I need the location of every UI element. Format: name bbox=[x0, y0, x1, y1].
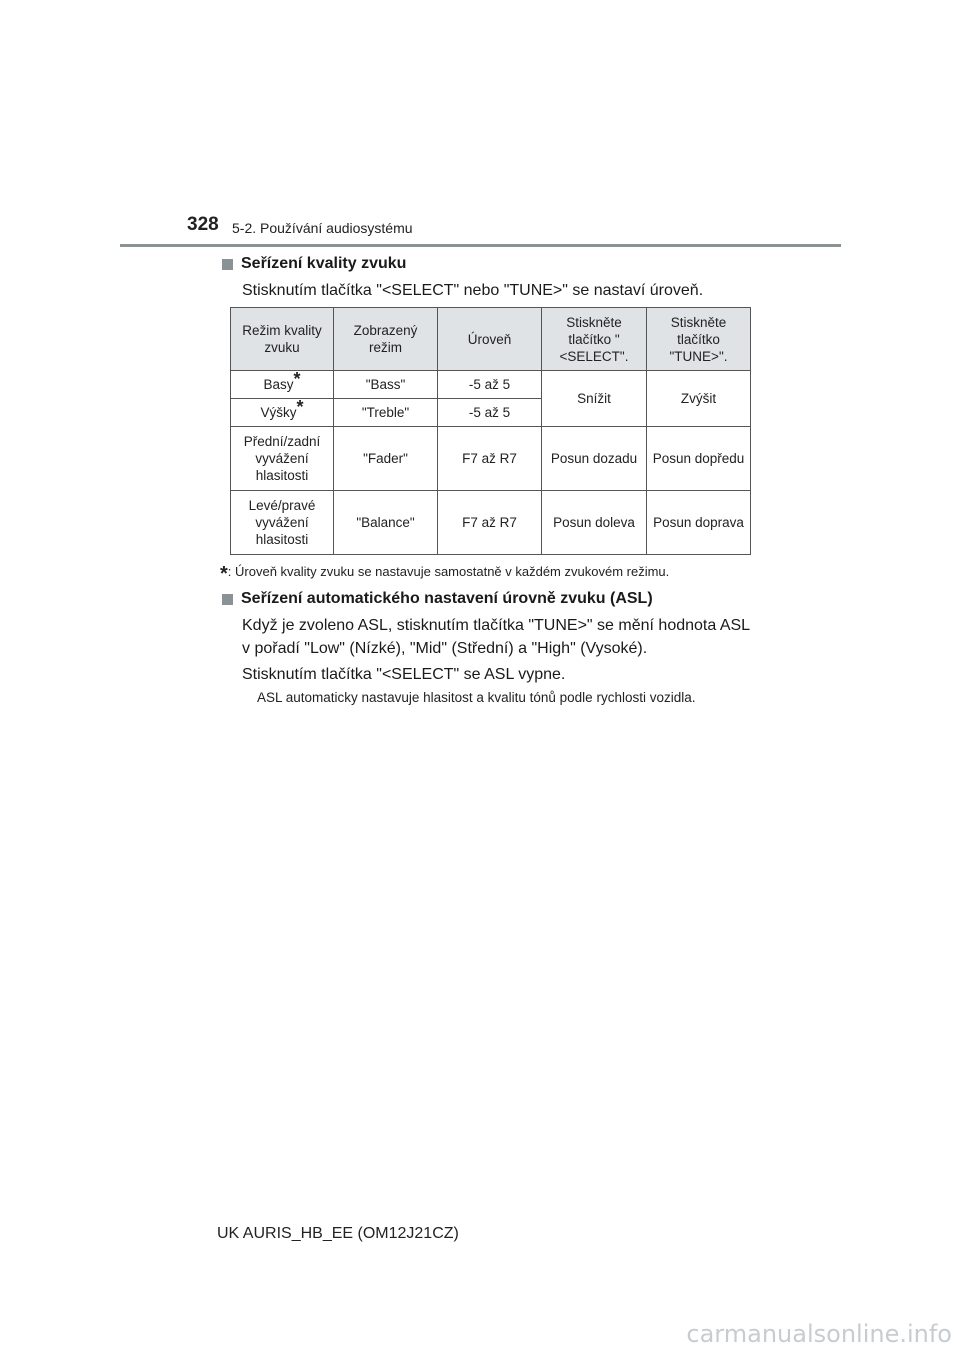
section-label: 5-2. Používání audiosystému bbox=[232, 220, 413, 236]
table-cell-mode: Výšky* bbox=[231, 399, 334, 427]
table-header-cell: Úroveň bbox=[438, 308, 542, 371]
asl-off-instruction: Stisknutím tlačítka "<SELECT" se ASL vypne. bbox=[242, 666, 566, 683]
table-cell-display: "Balance" bbox=[334, 491, 438, 555]
sound-quality-instruction: Stisknutím tlačítka "<SELECT" nebo "TUNE>" se nastaví úroveň. bbox=[242, 282, 704, 299]
table-cell-tune-merged: Zvýšit bbox=[647, 371, 751, 427]
table-cell-display: "Fader" bbox=[334, 427, 438, 491]
table-cell-mode: Basy* bbox=[231, 371, 334, 399]
table-cell-display: "Treble" bbox=[334, 399, 438, 427]
table-cell-level: F7 až R7 bbox=[438, 491, 542, 555]
square-bullet-icon bbox=[222, 594, 233, 605]
table-cell-select-merged: Snížit bbox=[542, 371, 647, 427]
table-header-row bbox=[231, 308, 751, 371]
watermark: carmanualsonline.info bbox=[686, 1320, 952, 1348]
product-code: UK AURIS_HB_EE (OM12J21CZ) bbox=[217, 1225, 459, 1242]
table-cell-tune: Posun doprava bbox=[647, 491, 751, 555]
table-cell-mode: Přední/zadní vyvážení hlasitosti bbox=[231, 427, 334, 491]
footnote-marker: * bbox=[220, 563, 228, 585]
table-header-cell: Stiskněte tlačítko "<SELECT". bbox=[542, 308, 647, 371]
section-heading-sound-quality bbox=[222, 255, 406, 273]
table-cell-mode: Levé/pravé vyvážení hlasitosti bbox=[231, 491, 334, 555]
table-cell-display: "Bass" bbox=[334, 371, 438, 399]
footnote-text: : Úroveň kvality zvuku se nastavuje samostatně v každém zvukovém režimu. bbox=[227, 564, 670, 579]
table-cell-tune: Posun dopředu bbox=[647, 427, 751, 491]
asterisk-marker: * bbox=[293, 369, 301, 389]
table-header-cell: Zobrazený režim bbox=[334, 308, 438, 371]
table-footnote bbox=[220, 563, 669, 586]
table-row bbox=[231, 371, 751, 399]
table-row bbox=[231, 427, 751, 491]
table-cell-level: -5 až 5 bbox=[438, 399, 542, 427]
table-cell-level: F7 až R7 bbox=[438, 427, 542, 491]
table-cell-select: Posun dozadu bbox=[542, 427, 647, 491]
heading-text: Seřízení kvality zvuku bbox=[241, 255, 407, 272]
header-divider bbox=[120, 244, 841, 247]
table-header-cell: Režim kvality zvuku bbox=[231, 308, 334, 371]
table-cell-select: Posun doleva bbox=[542, 491, 647, 555]
heading-text: Seřízení automatického nastavení úrovně zvuku (ASL) bbox=[241, 590, 653, 607]
section-heading-asl bbox=[222, 590, 653, 608]
sound-quality-table bbox=[230, 307, 751, 555]
table-header-cell: Stiskněte tlačítko "TUNE>". bbox=[647, 308, 751, 371]
asl-instruction: Když je zvoleno ASL, stisknutím tlačítka "TUNE>" se mění hodnota ASL v pořadí "Low" (Nízké), "Mid" (Střední) a "High" (Vysoké). bbox=[242, 617, 750, 657]
table-row bbox=[231, 491, 751, 555]
square-bullet-icon bbox=[222, 259, 233, 270]
asterisk-marker: * bbox=[296, 397, 304, 417]
asl-note: ASL automaticky nastavuje hlasitost a kvalitu tónů podle rychlosti vozidla. bbox=[257, 690, 696, 705]
table-cell-level: -5 až 5 bbox=[438, 371, 542, 399]
page-number: 328 bbox=[187, 214, 219, 235]
